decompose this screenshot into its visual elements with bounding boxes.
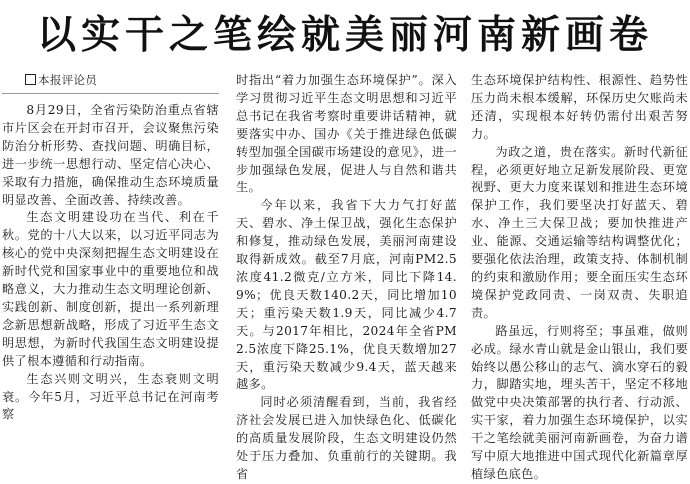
article-column-1 (2, 72, 219, 420)
paragraph: 生态文明建设功在当代、利在千秋。党的十八大以来，以习近平同志为核心的党中央深刻把握生态文明建设在新时代党和国家事业中的重要地位和战略意义，大力推动生态文明理论创新、实践创新、制度创新，提出一系列新理念新思想新战略，形成了习近平生态文明思想，为新时代我国生态文明建设提供了根本遵循和行动指南。 (2, 210, 219, 368)
paragraph: 生态兴则文明兴，生态衰则文明衰。今年5月，习近平总书记在河南考察 (2, 371, 219, 422)
headline: 以实干之笔绘就美丽河南新画卷 (36, 13, 653, 58)
article-column-2 (236, 72, 457, 481)
paragraph: 为政之道，贵在落实。新时代新征程，必须更好地立足新发展阶段、更宽视野、更大力度来谋划和推进生态环境保护工作，我们要坚决打好蓝天、碧水、净土三大保卫战；要加快推进产业、能源、交通运输等结构调整优化；要强化依法治理，政策支持、体制机制的约束和激励作用；要全面压实生态环境保护党政同责、一岗双责、失职追责。 (471, 144, 688, 320)
article-column-3 (471, 72, 688, 481)
paragraph-continued: 时指出“着力加强生态环境保护”。深入学习贯彻习近平生态文明思想和习近平总书记在我省考察时重要讲话精神，就要落实中办、国办《关于推进绿色低碳转型加强全国碳市场建设的意见》，进一步加强绿色发展，促进人与自然和谐共生。 (236, 73, 457, 195)
paragraph: 同时必须清醒看到，当前，我省经济社会发展已进入加快绿色化、低碳化的高质量发展阶段，生态文明建设仍然处于压力叠加、负重前行的关键期。我省 (236, 395, 457, 481)
paragraph: 路虽远，行则将至；事虽难，做则必成。绿水青山就是金山银山，我们要始终以愚公移山的志气、滴水穿石的毅力，脚踏实地，埋头苦干，坚定不移地做党中央决策部署的执行者、行动派、实干家，着力加强生态环境保护，以实干之笔绘就美丽河南新画卷，为奋力谱写中原大地推进中国式现代化新篇章厚植绿色底色。 (471, 323, 688, 481)
paragraph: 8月29日，全省污染防治重点省辖市片区会在开封市召开，会议聚焦污染防治分析形势、查找问题、明确目标，进一步统一思想行动、坚定信心决心、采取有力措施，确保推动生态环境质量明显改善、全面改善、持续改善。 (2, 103, 219, 207)
byline (2, 72, 219, 94)
paragraph-continued: 生态环境保护结构性、根源性、趋势性压力尚未根本缓解，环保历史欠账尚未还清，实现根本好转仍需付出艰苦努力。 (471, 73, 688, 141)
byline-text: 本报评论员 (38, 73, 98, 87)
square-marker-icon (25, 74, 36, 85)
paragraph: 今年以来，我省下大力气打好蓝天、碧水、净土保卫战，强化生态保护和修复，推动绿色发展，美丽河南建设取得新成效。截至7月底，河南PM2.5浓度41.2微克/立方米，同比下降14.9%；优良天数140.2天，同比增加10天；重污染天数1.9天，同比减少4.7天。与2017年相比，2024年全省PM2.5浓度下降25.1%，优良天数增加27天，重污染天数减少9.4天，蓝天越来越多。 (236, 198, 457, 392)
